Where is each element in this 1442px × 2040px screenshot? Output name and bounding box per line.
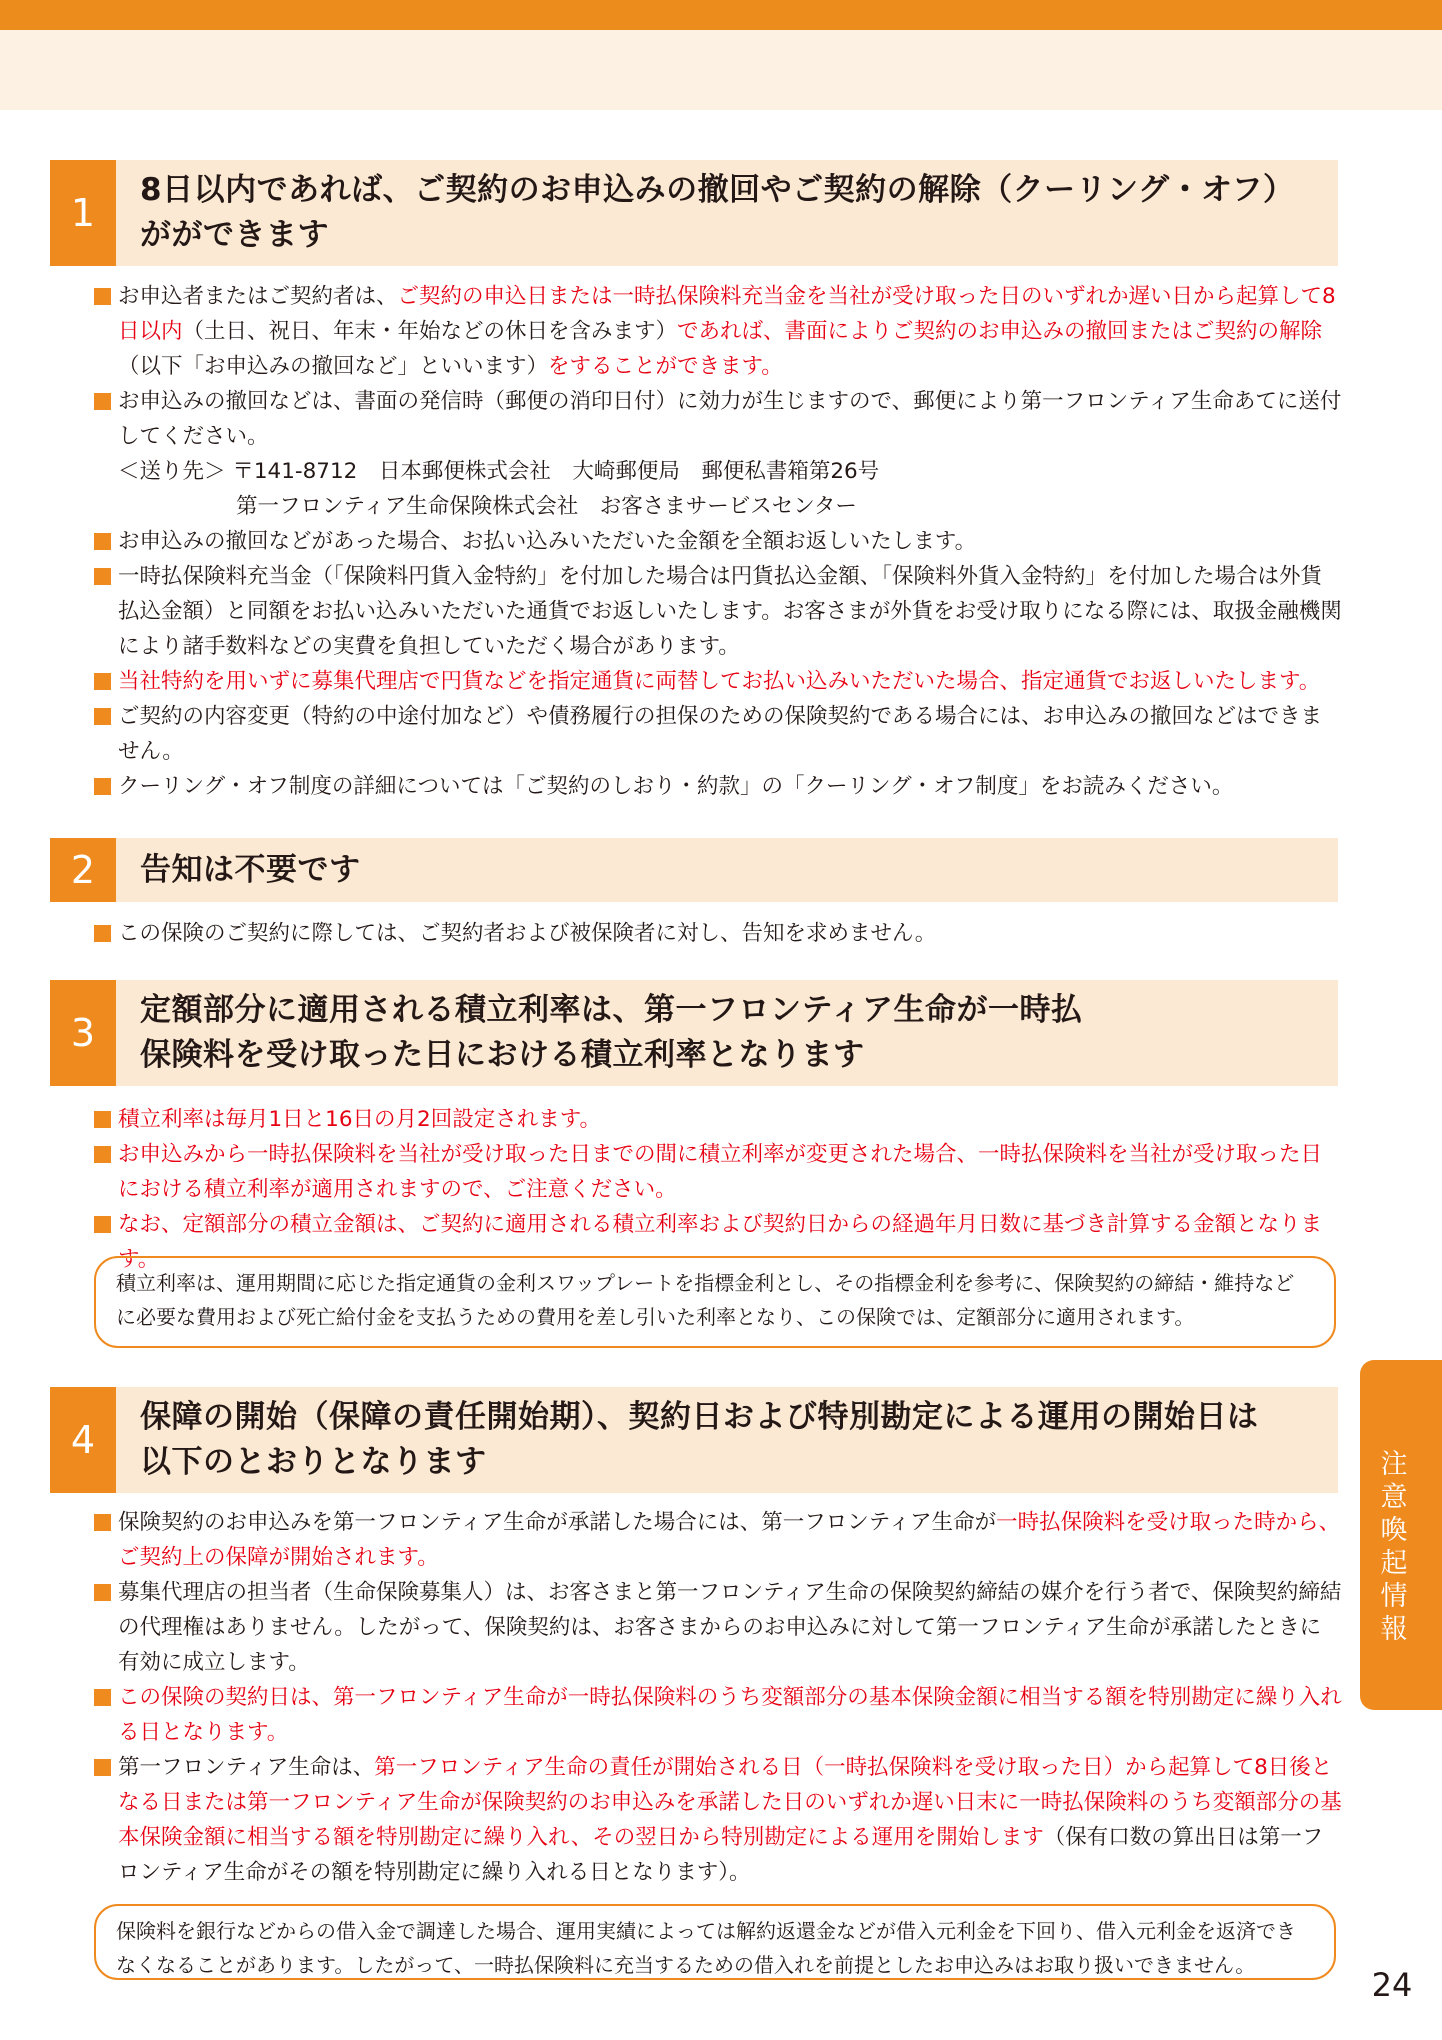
- bullet-icon: [94, 1216, 111, 1233]
- list-item: 募集代理店の担当者（生命保険募集人）は、お客さまと第一フロンティア生命の保険契約締結の媒介を行う者で、保険契約締結の代理権はありません。したがって、保険契約は、お客さまからのお申込みに対して第一フロンティア生命が承諾したときに有効に成立します。: [94, 1575, 1342, 1680]
- section-4-header: [50, 1387, 1338, 1493]
- list-item: この保険のご契約に際しては、ご契約者および被保険者に対し、告知を求めません。: [94, 916, 1342, 951]
- address-line-2: 第一フロンティア生命保険株式会社 お客さまサービスセンター: [236, 494, 857, 519]
- bullet-icon: [94, 288, 111, 305]
- bullet-icon: [94, 1584, 111, 1601]
- bullet-icon: [94, 1111, 111, 1128]
- bullet-icon: [94, 1146, 111, 1163]
- top-band: [0, 30, 1442, 110]
- section-number: 1: [50, 160, 116, 266]
- list-item: 保険契約のお申込みを第一フロンティア生命が承諾した場合には、第一フロンティア生命が一時払保険料を受け取った時から、ご契約上の保障が開始されます。: [94, 1505, 1342, 1575]
- section-title: 保障の開始（保障の責任開始期）、契約日および特別勘定による運用の開始日は以下のとおりとなります: [140, 1399, 1259, 1480]
- list-item: 一時払保険料充当金（「保険料円貨入金特約」を付加した場合は円貨払込金額、「保険料外貨入金特約」を付加した場合は外貨払込金額）と同額をお払い込みいただいた通貨でお返しいたします。お客さまが外貨をお受け取りになる際には、取扱金融機関により諸手数料などの実費を負担していただく場合があります。: [94, 559, 1342, 664]
- list-item: 積立利率は毎月1日と16日の月2回設定されます。: [94, 1102, 1342, 1137]
- section-title: 8日以内であれば、ご契約のお申込みの撤回やご契約の解除（クーリング・オフ）がができます: [140, 172, 1295, 253]
- list-item: 当社特約を用いずに募集代理店で円貨などを指定通貨に両替してお払い込みいただいた場合、指定通貨でお返しいたします。: [94, 664, 1342, 699]
- section-1-header: [50, 160, 1338, 266]
- list-item: なお、定額部分の積立金額は、ご契約に適用される積立利率および契約日からの経過年月日数に基づき計算する金額となります。: [94, 1207, 1342, 1277]
- bullet-icon: [94, 673, 111, 690]
- address-line-1: ＜送り先＞ 〒141-8712 日本郵便株式会社 大崎郵便局 郵便私書箱第26号: [118, 459, 880, 484]
- section-number: 3: [50, 980, 116, 1086]
- list-item: お申込みから一時払保険料を当社が受け取った日までの間に積立利率が変更された場合、一時払保険料を当社が受け取った日における積立利率が適用されますので、ご注意ください。: [94, 1137, 1342, 1207]
- section-title: 定額部分に適用される積立利率は、第一フロンティア生命が一時払保険料を受け取った日における積立利率となります: [140, 992, 1083, 1073]
- side-tab: [1360, 1360, 1442, 1710]
- list-item: ご契約の内容変更（特約の中途付加など）や債務履行の担保のための保険契約である場合には、お申込みの撤回などはできません。: [94, 699, 1342, 769]
- list-item: この保険の契約日は、第一フロンティア生命が一時払保険料のうち変額部分の基本保険金額に相当する額を特別勘定に繰り入れる日となります。: [94, 1680, 1342, 1750]
- bullet-icon: [94, 1759, 111, 1776]
- list-item: お申込みの撤回などがあった場合、お払い込みいただいた金額を全額お返しいたします。: [94, 524, 1342, 559]
- bullet-icon: [94, 393, 111, 410]
- top-bar: [0, 0, 1442, 30]
- section-number: 2: [50, 838, 116, 902]
- section-2-header: [50, 838, 1338, 902]
- note-box: 保険料を銀行などからの借入金で調達した場合、運用実績によっては解約返還金などが借入元利金を下回り、借入元利金を返済できなくなることがあります。したがって、一時払保険料に充当するための借入れを前提としたお申込みはお取り扱いできません。: [94, 1904, 1336, 1980]
- side-tab-label: 注意喚起情報: [1380, 1449, 1408, 1645]
- section-number: 4: [50, 1387, 116, 1493]
- bullet-icon: [94, 568, 111, 585]
- section-title: 告知は不要です: [140, 851, 361, 888]
- bullet-icon: [94, 1514, 111, 1531]
- list-item: お申込者またはご契約者は、ご契約の申込日または一時払保険料充当金を当社が受け取った日のいずれか遅い日から起算して8日以内（土日、祝日、年末・年始などの休日を含みます）であれば、書面によりご契約のお申込みの撤回またはご契約の解除（以下「お申込みの撤回など」といいます）をすることができます。: [94, 279, 1342, 384]
- list-item: お申込みの撤回などは、書面の発信時（郵便の消印日付）に効力が生じますので、郵便により第一フロンティア生命あてに送付してください。: [94, 384, 1342, 454]
- section-3-header: [50, 980, 1338, 1086]
- list-item: 第一フロンティア生命は、第一フロンティア生命の責任が開始される日（一時払保険料を受け取った日）から起算して8日後となる日または第一フロンティア生命が保険契約のお申込みを承諾した日のいずれか遅い日末に一時払保険料のうち変額部分の基本保険金額に相当する額を特別勘定に繰り入れ、その翌日から特別勘定による運用を開始します（保有口数の算出日は第一フロンティア生命がその額を特別勘定に繰り入れる日となります）。: [94, 1750, 1342, 1890]
- bullet-icon: [94, 708, 111, 725]
- bullet-icon: [94, 778, 111, 795]
- bullet-icon: [94, 925, 111, 942]
- bullet-icon: [94, 533, 111, 550]
- note-box: 積立利率は、運用期間に応じた指定通貨の金利スワップレートを指標金利とし、その指標金利を参考に、保険契約の締結・維持などに必要な費用および死亡給付金を支払うための費用を差し引いた利率となり、この保険では、定額部分に適用されます。: [94, 1256, 1336, 1348]
- bullet-icon: [94, 1689, 111, 1706]
- list-item: クーリング・オフ制度の詳細については「ご契約のしおり・約款」の「クーリング・オフ制度」をお読みください。: [94, 769, 1342, 804]
- page-number: 24: [1371, 1966, 1413, 2004]
